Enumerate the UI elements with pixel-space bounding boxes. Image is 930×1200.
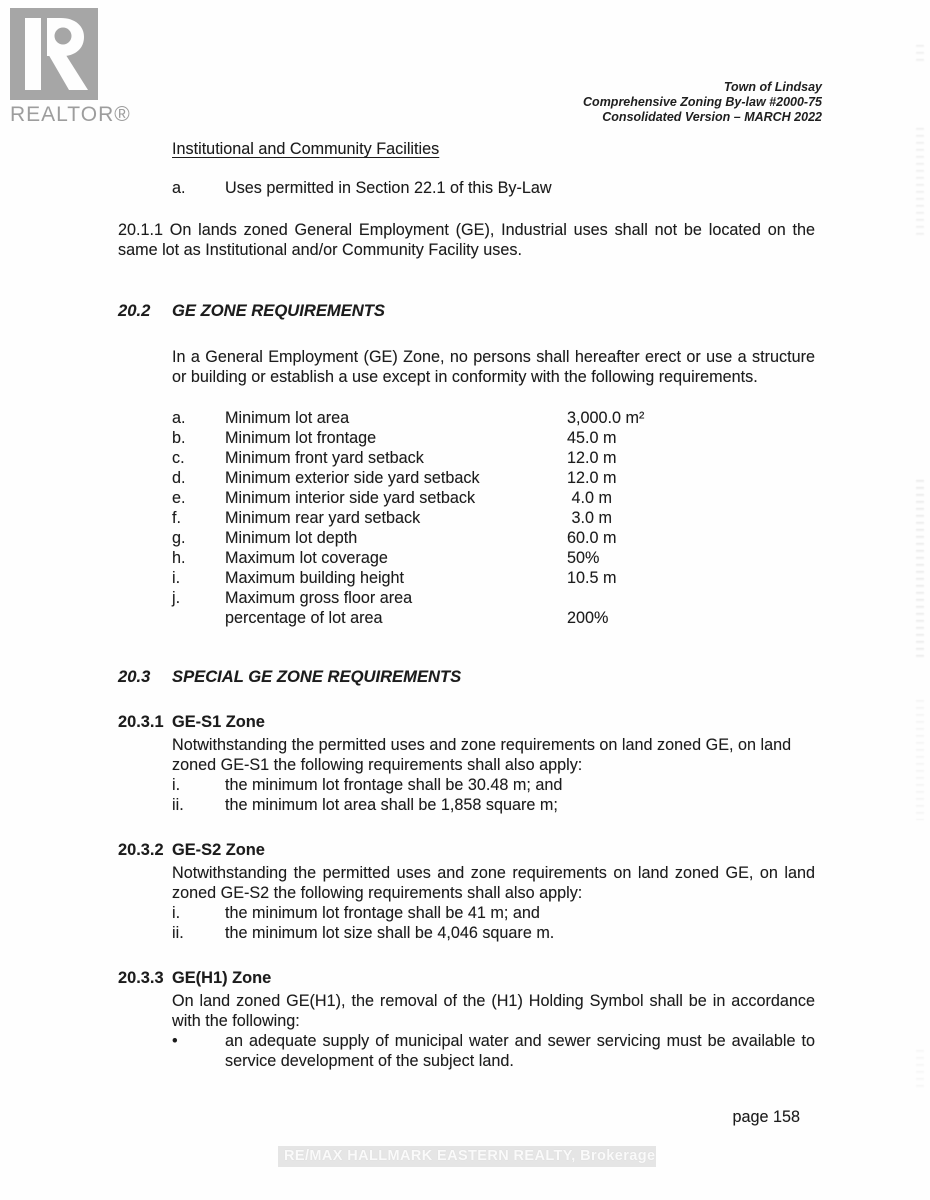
- requirement-label: Maximum lot coverage: [225, 549, 388, 567]
- permitted-uses-item: [172, 178, 815, 198]
- subheading-title: GE-S1 Zone: [172, 713, 265, 731]
- list-item: [172, 775, 815, 795]
- requirement-value: 12.0 m: [567, 449, 617, 467]
- heading-number: 20.2: [118, 301, 151, 320]
- scan-artifact: [916, 700, 924, 820]
- requirement-letter: j.: [172, 589, 181, 607]
- list-item-marker: ii.: [172, 924, 184, 942]
- list-item: [172, 795, 815, 815]
- requirement-row: [172, 588, 815, 608]
- list-20-3-3: [172, 1031, 815, 1071]
- list-20-3-1: [172, 775, 815, 815]
- realtor-logo-label: REALTOR®: [10, 103, 131, 126]
- scan-artifact: [916, 480, 924, 660]
- list-item-text: the minimum lot size shall be 4,046 square m.: [225, 924, 555, 942]
- requirement-value: 12.0 m: [567, 469, 617, 487]
- header-bylaw: Comprehensive Zoning By-law #2000-75: [583, 95, 822, 109]
- subheading-title: GE(H1) Zone: [172, 969, 272, 987]
- header-version: Consolidated Version – MARCH 2022: [602, 110, 822, 124]
- requirement-value: 3.0 m: [567, 509, 612, 527]
- requirement-label: Minimum lot frontage: [225, 429, 377, 447]
- requirement-letter: f.: [172, 509, 181, 527]
- page-number: page 158: [732, 1108, 800, 1126]
- requirement-label: Minimum exterior side yard setback: [225, 469, 480, 487]
- requirement-letter: g.: [172, 529, 186, 547]
- requirement-row: [172, 488, 815, 508]
- requirement-label: Minimum rear yard setback: [225, 509, 421, 527]
- heading-title: SPECIAL GE ZONE REQUIREMENTS: [172, 667, 462, 686]
- requirement-value: 60.0 m: [567, 529, 617, 547]
- requirement-label: Minimum front yard setback: [225, 449, 424, 467]
- list-item: [172, 923, 815, 943]
- list-item-text: an adequate supply of municipal water and sewer servicing must be available to service development of the subject land.: [225, 1032, 815, 1070]
- item-marker: a.: [172, 179, 186, 197]
- requirement-label: Minimum lot area: [225, 409, 350, 427]
- requirement-label: Maximum building height: [225, 569, 405, 587]
- requirement-letter: [172, 608, 225, 628]
- header-town: Town of Lindsay: [723, 80, 822, 94]
- ge-requirements-list: [172, 408, 815, 628]
- requirement-letter: d.: [172, 469, 186, 487]
- requirement-value: 200%: [567, 609, 609, 627]
- requirement-row: [172, 548, 815, 568]
- realtor-r-icon: [10, 8, 120, 100]
- list-item-text: the minimum lot frontage shall be 30.48 m; and: [225, 776, 563, 794]
- list-item-text: the minimum lot area shall be 1,858 square m;: [225, 796, 558, 814]
- paragraph-20-3-3: On land zoned GE(H1), the removal of the (H1) Holding Symbol shall be in accordance with the following:: [172, 992, 815, 1030]
- document-body: [118, 0, 815, 1071]
- paragraph-20-2: In a General Employment (GE) Zone, no persons shall hereafter erect or use a structure or building or establish a use except in conformity with the following requirements.: [172, 348, 815, 386]
- list-item: [172, 1031, 815, 1071]
- paragraph-20-1-1: 20.1.1 On lands zoned General Employment (GE), Industrial uses shall not be located on the same lot as Institutional and/or Community Facility uses.: [118, 221, 815, 259]
- list-20-3-2: [172, 903, 815, 943]
- paragraph-20-3-2: Notwithstanding the permitted uses and zone requirements on land zoned GE, on land zoned GE-S2 the following requirements shall also apply:: [172, 864, 815, 902]
- requirement-label: percentage of lot area: [225, 609, 383, 627]
- list-item: [172, 903, 815, 923]
- heading-20-3-1: [118, 712, 815, 732]
- requirement-value: 3,000.0 m²: [567, 409, 645, 427]
- requirement-letter: e.: [172, 489, 186, 507]
- requirement-row: [172, 408, 815, 428]
- scan-artifact: [916, 1050, 924, 1090]
- item-text: Uses permitted in Section 22.1 of this By-Law: [225, 179, 552, 197]
- section-title-institutional: Institutional and Community Facilities: [172, 140, 440, 158]
- requirement-row: [172, 608, 815, 628]
- subheading-number: 20.3.2: [118, 841, 164, 859]
- bullet-marker: •: [172, 1032, 178, 1050]
- requirement-row: [172, 568, 815, 588]
- requirement-row: [172, 468, 815, 488]
- requirement-letter: a.: [172, 409, 186, 427]
- requirement-label: Minimum lot depth: [225, 529, 358, 547]
- subheading-number: 20.3.3: [118, 969, 164, 987]
- list-item-marker: i.: [172, 904, 181, 922]
- requirement-letter: c.: [172, 449, 185, 467]
- requirement-label: Maximum gross floor area: [225, 589, 413, 607]
- requirement-value: 4.0 m: [567, 489, 612, 507]
- heading-20-3: [118, 667, 815, 687]
- subheading-title: GE-S2 Zone: [172, 841, 265, 859]
- scan-artifact: [916, 128, 924, 238]
- heading-title: GE ZONE REQUIREMENTS: [172, 301, 385, 320]
- requirement-letter: i.: [172, 569, 181, 587]
- realtor-logo: [10, 8, 131, 127]
- list-item-text: the minimum lot frontage shall be 41 m; and: [225, 904, 540, 922]
- requirement-row: [172, 448, 815, 468]
- requirement-letter: h.: [172, 549, 186, 567]
- heading-number: 20.3: [118, 667, 151, 686]
- requirement-value: 50%: [567, 549, 600, 567]
- requirement-label: Minimum interior side yard setback: [225, 489, 476, 507]
- heading-20-2: [118, 301, 815, 321]
- list-item-marker: ii.: [172, 796, 184, 814]
- brokerage-watermark: RE/MAX HALLMARK EASTERN REALTY, Brokerage: [278, 1146, 656, 1167]
- requirement-value: 10.5 m: [567, 569, 617, 587]
- requirement-row: [172, 528, 815, 548]
- scan-artifact: [916, 45, 924, 65]
- list-item-marker: i.: [172, 776, 181, 794]
- heading-20-3-2: [118, 840, 815, 860]
- heading-20-3-3: [118, 968, 815, 988]
- paragraph-20-3-1: Notwithstanding the permitted uses and zone requirements on land zoned GE, on land zoned GE-S1 the following requirements shall also apply:: [172, 736, 792, 774]
- requirement-value: 45.0 m: [567, 429, 617, 447]
- subheading-number: 20.3.1: [118, 713, 164, 731]
- requirement-letter: b.: [172, 429, 186, 447]
- requirement-row: [172, 428, 815, 448]
- requirement-row: [172, 508, 815, 528]
